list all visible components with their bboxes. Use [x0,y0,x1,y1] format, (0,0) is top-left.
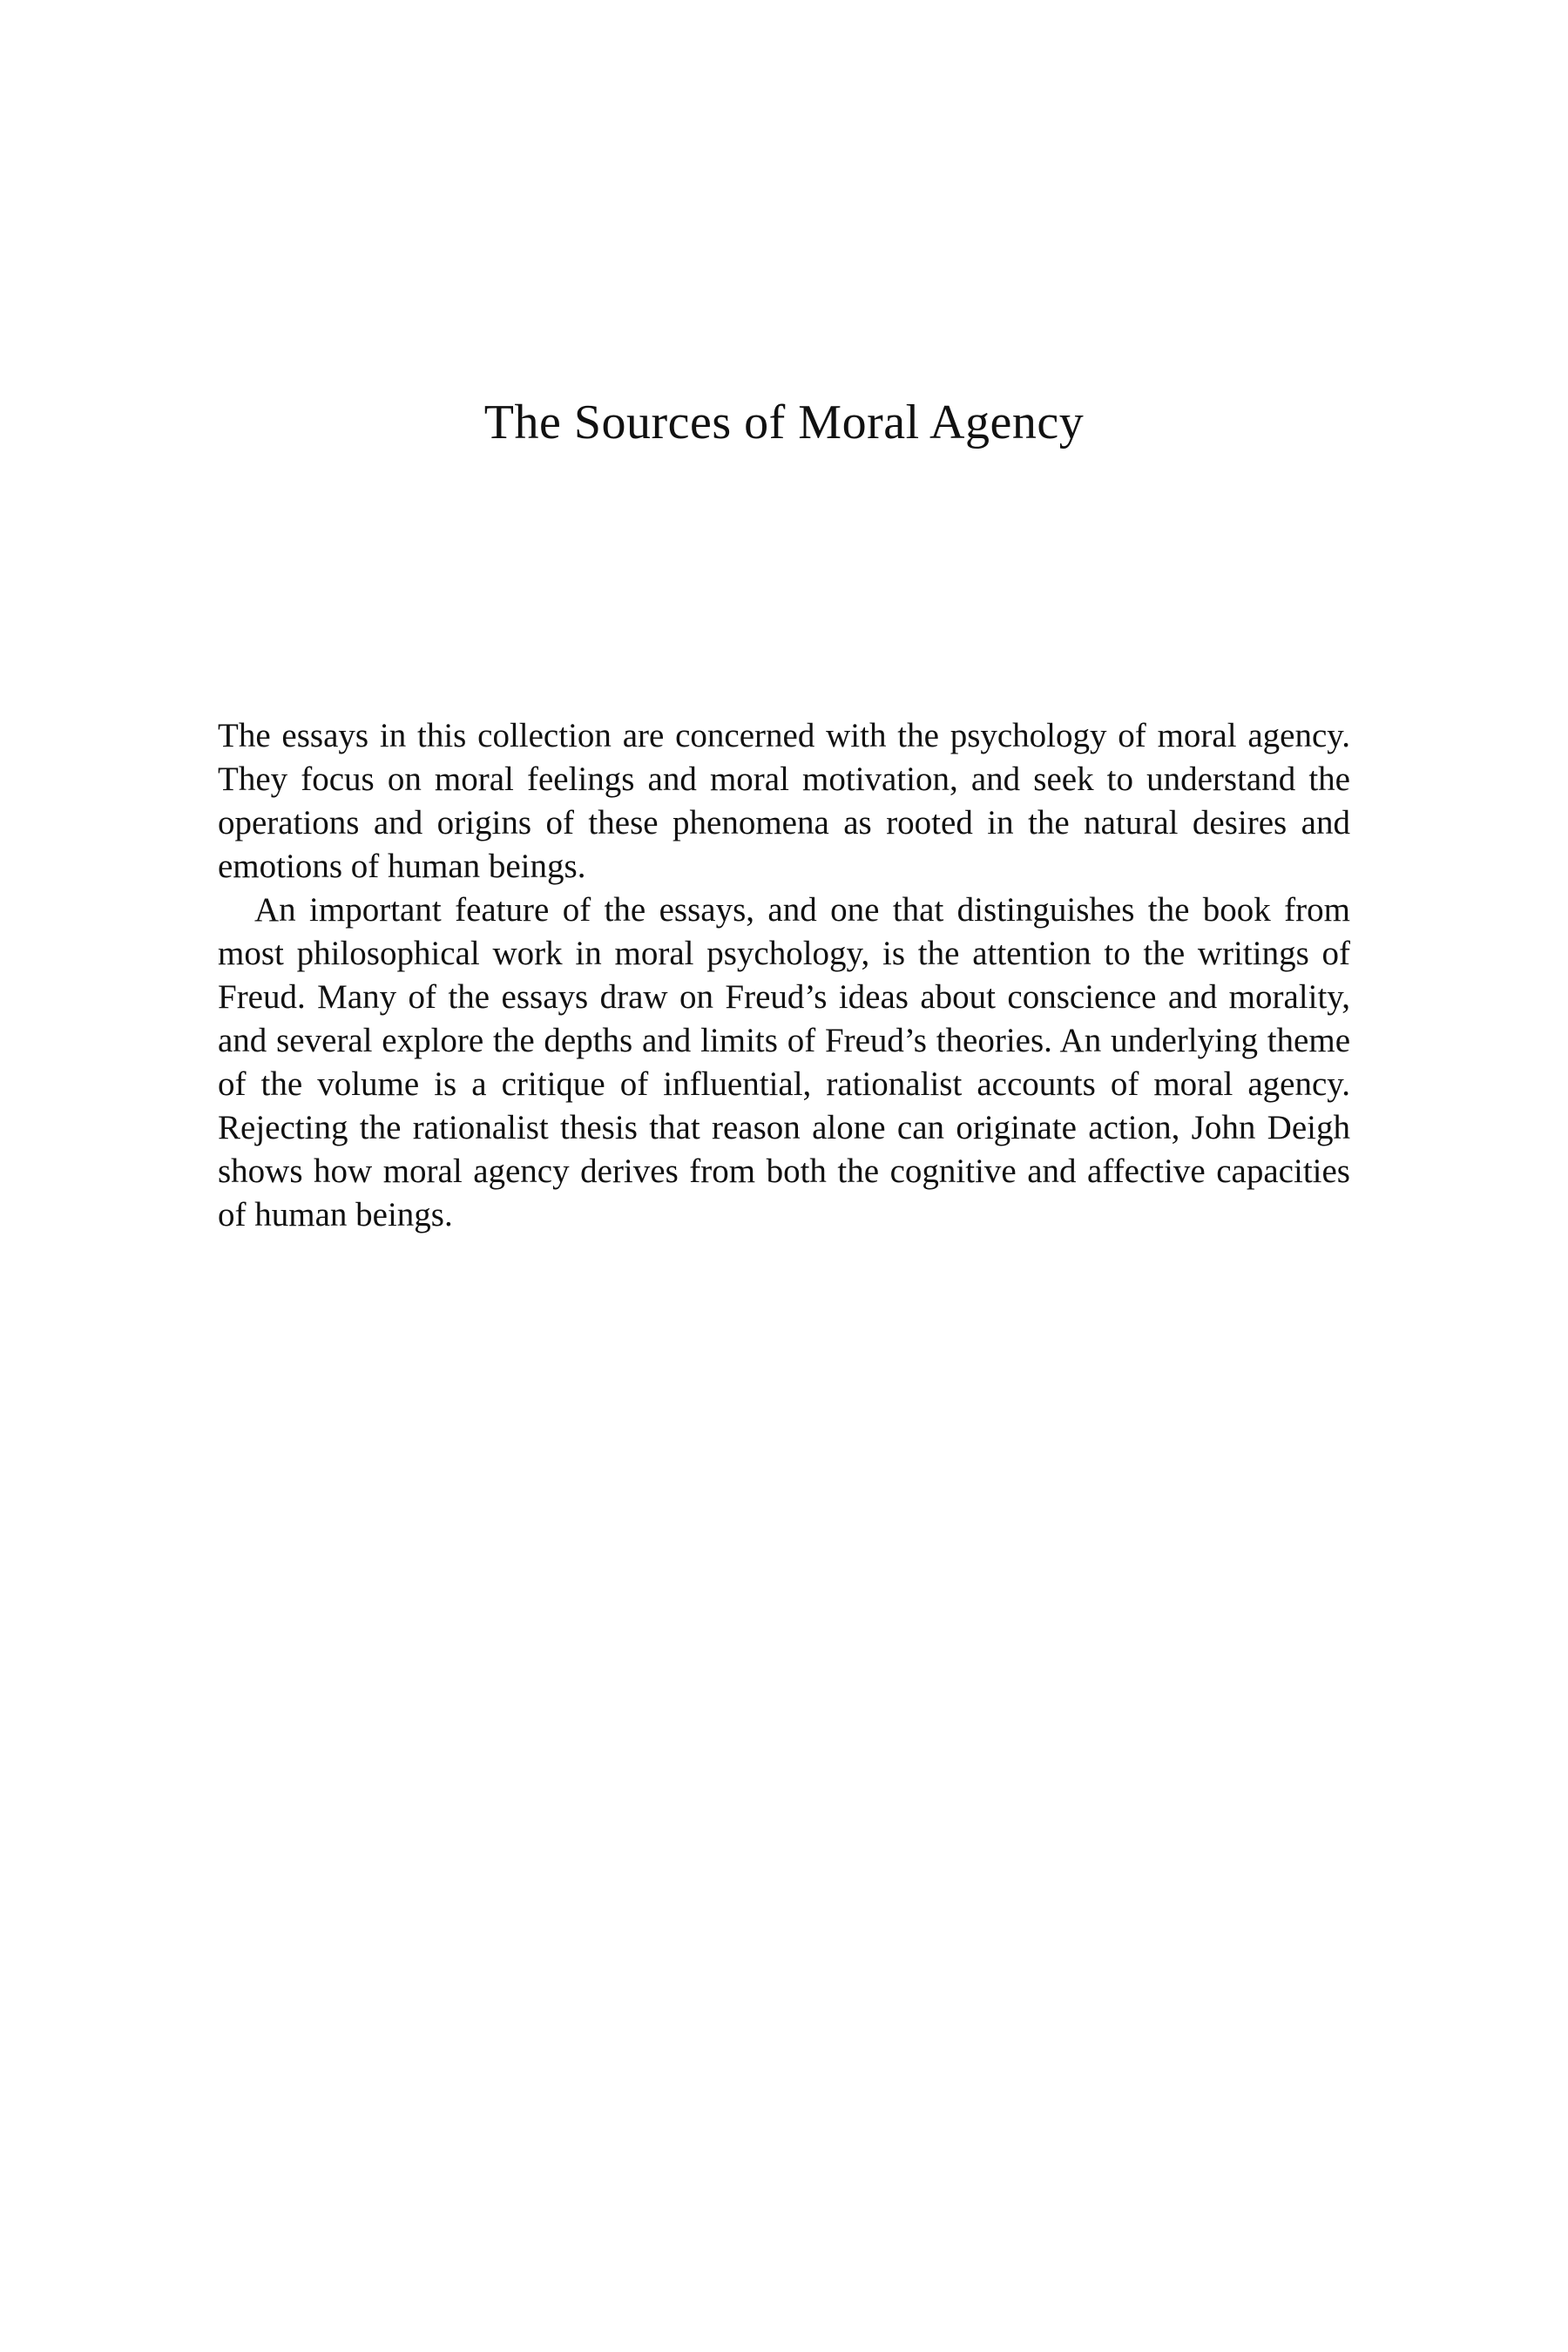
paragraph-2: An important feature of the essays, and one that distinguishes the book from most philosophical work in moral psychology, is the attention to the writings of Freud. Many of the essays draw on Freud’s ideas about conscience and morality, and several explore the depths and limits of Freud’s theories. An underlying theme of the volume is a critique of influential, rationalist accounts of moral agency. Rejecting the rationalist thesis that reason alone can originate action, John Deigh shows how moral agency derives from both the cognitive and affective capacities of human beings. [218,891,1350,1233]
description-text [218,714,1350,1237]
paragraph-1: The essays in this collection are concerned with the psychology of moral agency. They focus on moral feelings and moral motivation, and seek to understand the operations and origins of these phenomena as rooted in the natural desires and emotions of human beings. [218,717,1350,885]
page-title: The Sources of Moral Agency [483,395,1085,449]
